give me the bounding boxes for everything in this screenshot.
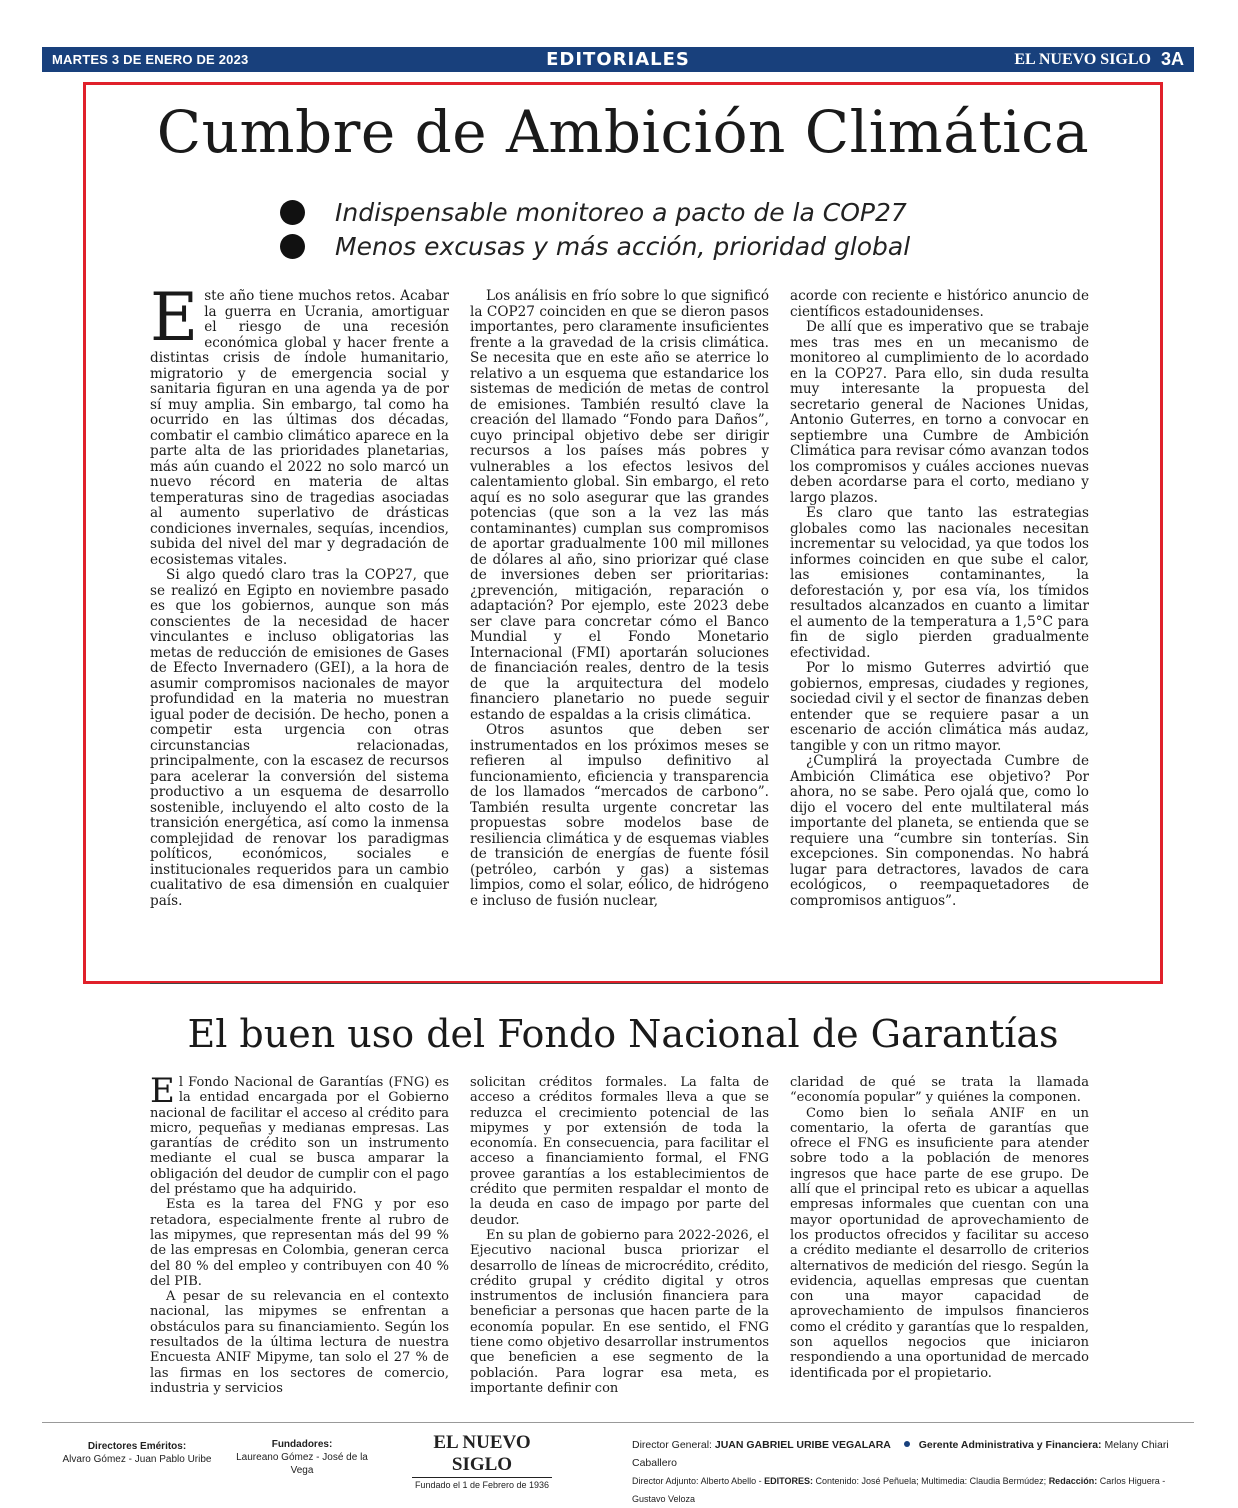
manager-name: Melany Chiari Caballero [632,1439,1169,1469]
multimedia-name: Claudia Bermúdez; [969,1476,1047,1486]
staff-line-1 [632,1436,1192,1472]
founders-label: Fundadores: [271,1439,333,1450]
bullet-dot-icon [280,200,305,225]
editorial-title-fng: El buen uso del Fondo Nacional de Garantías [187,1012,1059,1056]
founders-names: Laureano Gómez - José de la Vega [236,1452,368,1476]
section-divider [150,983,1090,984]
drop-cap: E [150,279,199,356]
editorial-body-climate [150,279,1090,909]
editorial-body-fng [150,1071,1090,1396]
paragraph-text: l Fondo Nacional de Garantías (FNG) es la entidad encargada por el Gobierno nacional de facilitar el acceso al crédito para micro, pequeñas y medianas empresas. Las garantías de crédito son un instrumento mediante el cual se busca amparar la obligación del deudor de cumplir con el pago del préstamo que ha adquirido. [150,1075,449,1198]
emeritus-directors [62,1440,212,1466]
paragraph: Como bien lo señala ANIF en un comentario, la oferta de garantías que ofrece el FNG es insuficiente para atender sobre todo a la población de menores ingresos que hace parte de ese grupo. De allí que el principal reto es ubicar a aquellas empresas informales que cuentan con una mayor oportunidad de aprovechamiento de los productos ofrecidos y facilitar su acceso a crédito mediante el desarrollo de criterios alternativos de medición del riesgo. Según la evidencia, aquellas empresas que cuentan con una mayor capacidad de aprovechamiento de impulsos financieros como el crédito y garantías que lo respalden, son aquellos negocios que iniciaron respondiendo a una oportunidad de mercado identificada por el propietario. [790,1105,1089,1381]
paragraph: claridad de qué se trata la llamada “economía popular” y quiénes la componen. [790,1075,1089,1106]
paragraph: Si algo quedó claro tras la COP27, que se realizó en Egipto en noviembre pasado es que los gobiernos, aunque son más conscientes de la necesidad de hacer vinculantes e incluso obligatorias las metas de reducción de emisiones de Gases de Efecto Invernadero (GEI), a la hora de asumir compromisos nacionales de mayor profundidad en la materia no muestran igual poder de decisión. De hecho, ponen a competir esta urgencia con otras circunstancias relacionadas, principalmente, con la escasez de recursos para acelerar la conversión del sistema productivo a un esquema de desarrollo sostenible, incluyendo el alto costo de la transición energética, así como la inmensa complejidad de renovar los paradigmas políticos, económicos, sociales e institucionales requeridos para un cambio cualitativo de esa dimensión en cualquier país. [150,567,449,909]
paragraph: A pesar de su relevancia en el contexto nacional, las mipymes se enfrentan a obstáculos para su financiamiento. Según los resultados de la última lectura de nuestra Encuesta ANIF Mipyme, tan solo el 27 % de las firmas en los sectores de comercio, industria y servicios [150,1289,449,1396]
editorial-bullets [280,195,910,263]
newsroom-label: Redacción: [1048,1476,1098,1486]
staff-credits [632,1436,1192,1508]
editors-label: EDITORES: [764,1476,813,1486]
paragraph: Los análisis en frío sobre lo que significó la COP27 coinciden en que se dieron pasos importantes, pero claramente insuficientes frente a la gravedad de la crisis climática. Se necesita que en este año se aterrice lo relativo a un esquema que estandarice los sistemas de medición de metas de control de emisiones. También resultó clave la creación del llamado “Fondo para Daños”, cuyo principal objetivo debe ser dirigir recursos a los países más pobres y vulnerables a los efectos lesivos del calentamiento global. Sin embargo, el reto aquí es no solo asegurar que las grandes potencias (que son a la vez las más contaminantes) cumplan sus compromisos de aportar gradualmente 100 mil millones de dólares al año, sino priorizar qué clase de inversiones deben ser prioritarias: ¿prevención, mitigación, reparación o adaptación? Por ejemplo, este 2023 debe ser clave para concretar cómo el Banco Mundial y el Fondo Monetario Internacional (FMI) aportarán soluciones de financiación reales, dentro de la tesis de que la arquitectura del modelo financiero planetario no puede seguir estando de espaldas a la crisis climática. [470,288,769,723]
paragraph: Esta es la tarea del FNG y por eso retadora, especialmente frente al rubro de las mipymes, que representan más del 99 % de las empresas en Colombia, generan cerca del 80 % del empleo y contribuyen con 40 % del PIB. [150,1197,449,1289]
founders [227,1438,377,1477]
separator-dot-icon [904,1441,910,1447]
paragraph [150,1071,449,1198]
column-3 [790,289,1089,909]
content-name: José Peñuela; [861,1476,919,1486]
section-name: EDITORIALES [546,49,690,70]
staff-line-2: Director Adjunto: Alberto Abello - EDITORES: Contenido: José Peñuela; Multimedia: Claudia Bermúdez; Redacción: Carlos Higuera - Gustavo Veloza [632,1476,1166,1504]
bullet-dot-icon [280,234,305,259]
newsroom-name: Carlos Higuera - Gustavo Veloza [632,1476,1166,1504]
masthead-footer [42,1420,1194,1504]
newspaper-name: EL NUEVO SIGLO [1014,50,1151,68]
footer-divider [42,1422,1194,1423]
paragraph: ¿Cumplirá la proyectada Cumbre de Ambición Climática ese objetivo? Por ahora, no se sabe. Pero ojalá que, como lo dijo el vocero del ente multilateral más importante del planeta, se entienda que se requiere una “cumbre sin tonterías. Sin excepciones. Sin componendas. No habrá lugar para detractores, lavados de cara ecológicos, o reempaquetadores de compromisos antiguos”. [790,753,1089,909]
logo-text: EL NUEVO SIGLO [412,1432,552,1478]
editorial-title-climate: Cumbre de Ambición Climática [156,98,1090,166]
column-2 [470,289,769,909]
paragraph: solicitan créditos formales. La falta de acceso a créditos formales lleva a que se reduzca el crecimiento potencial de las mipymes y por extensión de toda la economía. En consecuencia, para facilitar el acceso a financiamiento formal, el FNG provee garantías a los establecimientos de crédito que permiten respaldar el monto de la deuda en caso de impago por parte del deudor. [470,1075,769,1228]
paragraph [150,279,449,568]
paragraph: De allí que es imperativo que se trabaje mes tras mes en un mecanismo de monitoreo al cumplimiento de lo acordado en la COP27. Para ello, sin duda resulta muy interesante la propuesta del secretario general de Naciones Unidas, Antonio Guterres, en torno a convocar en septiembre una Cumbre de Ambición Climática para revisar cómo avanzan todos los compromisos y cuáles acciones nuevas deben acordarse para el corto, mediano y largo plazos. [790,319,1089,506]
page-number: 3A [1160,49,1184,69]
bullet-text: Indispensable monitoreo a pacto de la COP27 [335,197,907,227]
multimedia-label: Multimedia: [921,1476,968,1486]
director-label: Director General: [632,1439,712,1451]
column-2 [470,1075,769,1396]
footer-logo [412,1432,552,1490]
paragraph-text: ste año tiene muchos retos. Acabar la guerra en Ucrania, amortiguar el riesgo de una recesión económica global y hacer frente a distintas crisis de índole humanitario, migratorio y de emergencia social y sanitaria figuran en una agenda ya de por sí muy amplia. Sin embargo, tal como ha ocurrido en las últimas dos décadas, combatir el cambio climático aparece en la parte alta de las prioridades planetarias, más aún cuando el 2022 no solo marcó un nuevo récord en materia de altas temperaturas sino de tragedias asociadas al aumento superlativo de drásticas condiciones invernales, sequías, incendios, subida del nivel del mar y degradación de ecosistemas vitales. [150,288,449,568]
paragraph: acorde con reciente e histórico anuncio de científicos estadounidenses. [790,288,1089,320]
column-3 [790,1075,1089,1396]
deputy-name: Alberto Abello [700,1476,757,1486]
bullet-item [280,229,910,263]
paragraph: En su plan de gobierno para 2022-2026, el Ejecutivo nacional busca priorizar el desarrollo de líneas de microcrédito, crédito, crédito grupal y crédito digital y otros instrumentos de inclusión financiera para beneficiar a personas que hacen parte de la economía popular. En ese sentido, el FNG tiene como objetivo desarrollar instrumentos que beneficien a ese segmento de la población. Para lograr esa meta, es importante definir con [470,1227,769,1396]
paragraph: Otros asuntos que deben ser instrumentados en los próximos meses se refieren al impulso definitivo al funcionamiento, eficiencia y transparencia de los llamados “mercados de carbono”. También resulta urgente concretar las propuestas sobre modelos base de resiliencia climática y de esquemas viables de transición de energías de fuente fósil (petróleo, carbón y gas) a sistemas limpios, como el solar, eólico, de hidrógeno e incluso de fusión nuclear, [470,722,769,909]
emeritus-label: Directores Eméritos: [87,1441,187,1452]
paragraph: Por lo mismo Guterres advirtió que gobiernos, empresas, ciudades y regiones, sociedad civil y el sector de finanzas deben entender que se requiere pasar a un escenario de acción climática más audaz, tangible y con un ritmo mayor. [790,660,1089,754]
founded-date: Fundado el 1 de Febrero de 1936 [414,1480,550,1490]
bullet-text: Menos excusas y más acción, prioridad global [335,231,911,261]
column-1 [150,1071,449,1396]
manager-label: Gerente Administrativa y Financiera: [918,1439,1102,1451]
paragraph: Es claro que tanto las estrategias globales como las nacionales necesitan incrementar su velocidad, ya que todos los informes coinciden en que sube el calor, las emisiones contaminantes, la deforestación y, por esa vía, los tímidos resultados alcanzados en cuanto a limitar el aumento de la temperatura a 1,5°C para fin de siglo pierden gradualmente efectividad. [790,505,1089,661]
bullet-item [280,195,910,229]
page-header-bar [42,47,1194,72]
column-1 [150,279,449,909]
content-label: Contenido: [815,1476,860,1486]
director-name: JUAN GABRIEL URIBE VEGALARA [714,1439,891,1451]
emeritus-names: Alvaro Gómez - Juan Pablo Uribe [62,1454,212,1465]
drop-cap: E [150,1071,175,1111]
issue-date: MARTES 3 DE ENERO DE 2023 [52,52,249,67]
deputy-label: Director Adjunto: [632,1476,699,1486]
